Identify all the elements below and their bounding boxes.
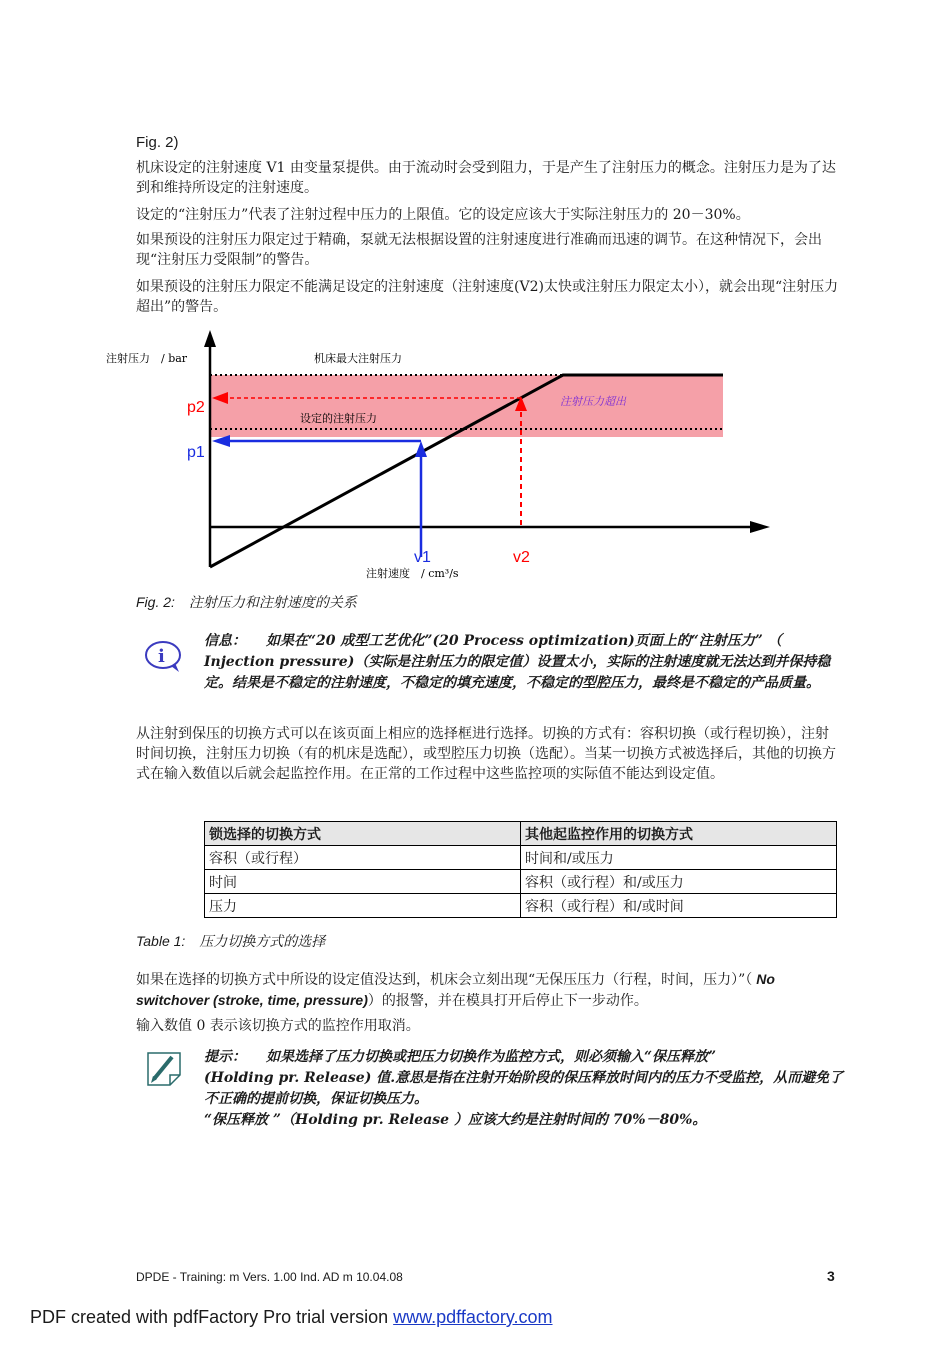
pdf-creator-text: PDF created with pdfFactory Pro trial version [30, 1307, 394, 1327]
p2-label: p2 [187, 399, 205, 416]
hint-note [204, 1047, 844, 1131]
table-cell: 时间和/或压力 [521, 846, 837, 870]
paragraph-limited-warning: 如果预设的注射压力限定过于精确，泵就无法根据设置的注射速度进行准确而迅速的调节。在这种情况下，会出现“注射压力受限制”的警告。 [136, 232, 822, 268]
p1-label: p1 [187, 444, 205, 461]
table-cell: 时间 [205, 870, 521, 894]
table-cell: 容积（或行程）和/或时间 [521, 894, 837, 918]
table-header-selected: 锁选择的切换方式 [205, 822, 521, 846]
hint-note-line2: (Holding pr. Release) 值.意思是指在注射开始阶段的保压释放时间内的压力不受监控，从而避免了不正确的提前切换，保证切换压力。 [204, 1070, 844, 1107]
x-axis-label: 注射速度 / cm³/s [366, 567, 459, 580]
footer-text: DPDE - Training: m Vers. 1.00 Ind. AD m 10.04.08 [136, 1270, 403, 1284]
paragraph-exceeded-warning: 如果预设的注射压力限定不能满足设定的注射速度（注射速度(V2)太快或注射压力限定太小），就会出现“注射压力超出”的警告。 [136, 279, 839, 315]
table-cell: 容积（或行程）和/或压力 [521, 870, 837, 894]
y-axis-label: 注射压力 / bar [106, 352, 188, 365]
paragraph-set-pressure: 设定的“注射压力”代表了注射过程中压力的上限值。它的设定应该大于实际注射压力的 20－30%。 [136, 207, 750, 223]
max-pressure-label: 机床最大注射压力 [314, 352, 402, 365]
alarm-text-part1: 如果在选择的切换方式中所设的设定值没达到，机床会立刻出现“无保压压力（行程，时间，压力）”（ [136, 972, 753, 988]
set-pressure-label: 设定的注射压力 [300, 412, 377, 425]
hint-note-line1: 如果选择了压力切换或把压力切换作为监控方式，则必须输入“保压释放” [266, 1049, 717, 1065]
hint-note-line3: “保压释放 ”（Holding pr. Release ）应该大约是注射时间的 70%－80%。 [204, 1112, 707, 1128]
y-axis-arrow [204, 330, 216, 347]
pdffactory-link[interactable]: www.pdffactory.com [393, 1307, 553, 1327]
table-row [205, 846, 837, 870]
table-header-monitoring: 其他起监控作用的切换方式 [521, 822, 837, 846]
svg-text:i: i [158, 646, 165, 667]
figure-caption [136, 592, 357, 612]
x-axis-arrow [750, 521, 770, 533]
table-row [205, 894, 837, 918]
pdf-creator-note [30, 1307, 553, 1328]
page-number: 3 [827, 1268, 835, 1284]
hint-note-label: 提示： [204, 1049, 246, 1065]
table-caption [136, 931, 325, 951]
table-header-row [205, 822, 837, 846]
v2-label: v2 [513, 549, 530, 566]
figure-label: Fig. 2) [136, 134, 179, 151]
table-cell: 压力 [205, 894, 521, 918]
zero-value-paragraph: 输入数值 0 表示该切换方式的监控作用取消。 [136, 1018, 420, 1034]
alarm-paragraph [136, 969, 841, 1011]
figure-caption-text: 注射压力和注射速度的关系 [188, 595, 357, 611]
pencil-note-icon [140, 1049, 186, 1087]
alarm-text-part2: ）的报警，并在模具打开后停止下一步动作。 [367, 993, 648, 1009]
switchover-table [204, 821, 837, 918]
info-note-label: 信息： [204, 633, 246, 649]
info-icon [143, 639, 185, 673]
table-caption-number: Table 1: [136, 933, 186, 949]
info-note [204, 631, 844, 694]
exceeded-label: 注射压力超出 [560, 395, 626, 408]
table-cell: 容积（或行程） [205, 846, 521, 870]
pressure-velocity-diagram [100, 325, 780, 585]
switchover-paragraph: 从注射到保压的切换方式可以在该页面上相应的选择框进行选择。切换的方式有：容积切换（或行程切换），注射时间切换，注射压力切换（有的机床是选配），或型腔压力切换（选配）。当某一切换方式被选择后，其他的切换方式在输入数值以后就会起监控作用。在正常的工作过程中这些监控项的实际值不能达到设定值。 [136, 726, 836, 782]
table-caption-text: 压力切换方式的选择 [199, 934, 326, 950]
figure-caption-number: Fig. 2: [136, 594, 175, 610]
info-note-text-part2: （ Injection pressure)（实际是注射压力的限定值）设置太小，实际的注射速度就无法达到并保持稳定。结果是不稳定的注射速度，不稳定的填充速度，不稳定的型腔压力，最终是不稳定的产品质量。 [204, 633, 831, 691]
alarm-text-bold: No switchover (stroke, time, pressure) [136, 971, 775, 1008]
info-note-text-part1: 如果在“20 成型工艺优化”(20 Process optimization)页面上的“注射压力” [266, 633, 763, 649]
table-row [205, 870, 837, 894]
v1-label: v1 [414, 549, 431, 566]
paragraph-velocity: 机床设定的注射速度 V1 由变量泵提供。由于流动时会受到阻力，于是产生了注射压力的概念。注射压力是为了达到和维持所设定的注射速度。 [136, 160, 836, 196]
